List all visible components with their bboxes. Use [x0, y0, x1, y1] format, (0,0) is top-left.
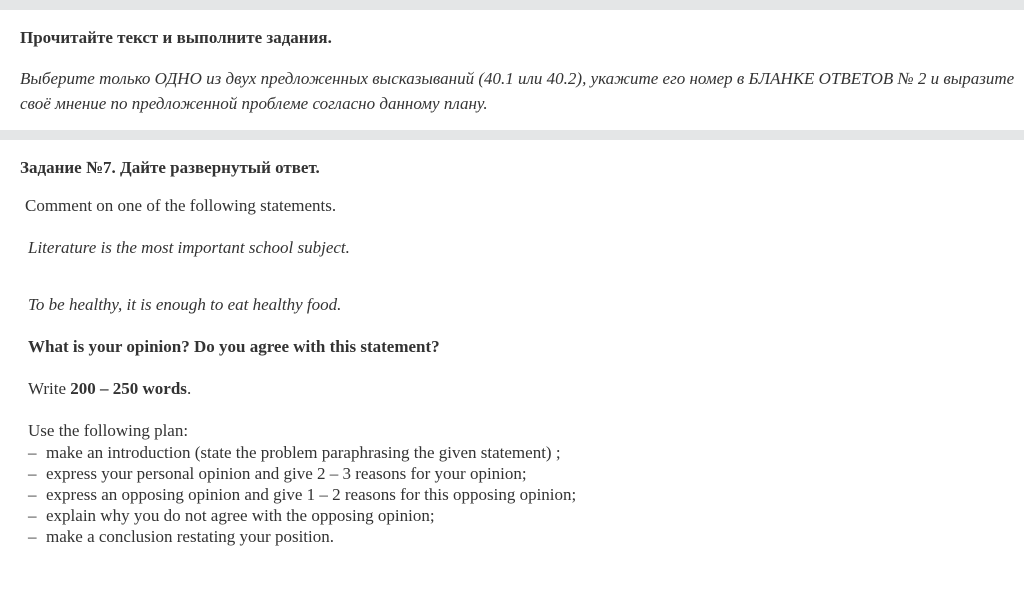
plan-dash: – [28, 443, 37, 462]
word-count: 200 – 250 words [70, 379, 187, 398]
plan-item [28, 484, 576, 505]
plan-intro: Use the following plan: [28, 421, 189, 440]
plan-dash: – [28, 506, 37, 525]
task-title: Задание №7. Дайте развернутый ответ. [20, 158, 320, 177]
opinion-question: What is your opinion? Do you agree with this statement? [28, 337, 440, 356]
plan-list [28, 442, 576, 547]
plan-item-text: make a conclusion restating your position. [46, 527, 334, 546]
plan-item [28, 463, 576, 484]
plan-item-text: explain why you do not agree with the opposing opinion; [46, 506, 435, 525]
plan-dash: – [28, 527, 37, 546]
instructions-text: Выберите только ОДНО из двух предложенных высказываний (40.1 или 40.2), укажите его номер в БЛАНКЕ ОТВЕТОВ № 2 и выразите своё мнение по предложенной проблеме согласно данному плану. [20, 69, 1015, 113]
write-prefix: Write [28, 379, 71, 398]
plan-item-text: express an opposing opinion and give 1 – 2 reasons for this opposing opinion; [46, 485, 577, 504]
plan-dash: – [28, 464, 37, 483]
plan-dash: – [28, 485, 37, 504]
statement-1: Literature is the most important school subject. [28, 238, 350, 257]
statement-2: To be healthy, it is enough to eat healthy food. [28, 295, 342, 314]
plan-item [28, 526, 576, 547]
plan-item-text: make an introduction (state the problem paraphrasing the given statement) ; [46, 443, 561, 462]
section-divider [0, 130, 1024, 140]
top-separator [0, 0, 1024, 10]
write-suffix: . [186, 379, 192, 398]
comment-prompt: Comment on one of the following statements. [25, 196, 337, 215]
word-count-instruction [28, 379, 191, 399]
plan-item [28, 442, 576, 463]
plan-item-text: express your personal opinion and give 2 – 3 reasons for your opinion; [46, 464, 527, 483]
plan-item [28, 505, 576, 526]
instructions-heading: Прочитайте текст и выполните задания. [20, 28, 332, 47]
